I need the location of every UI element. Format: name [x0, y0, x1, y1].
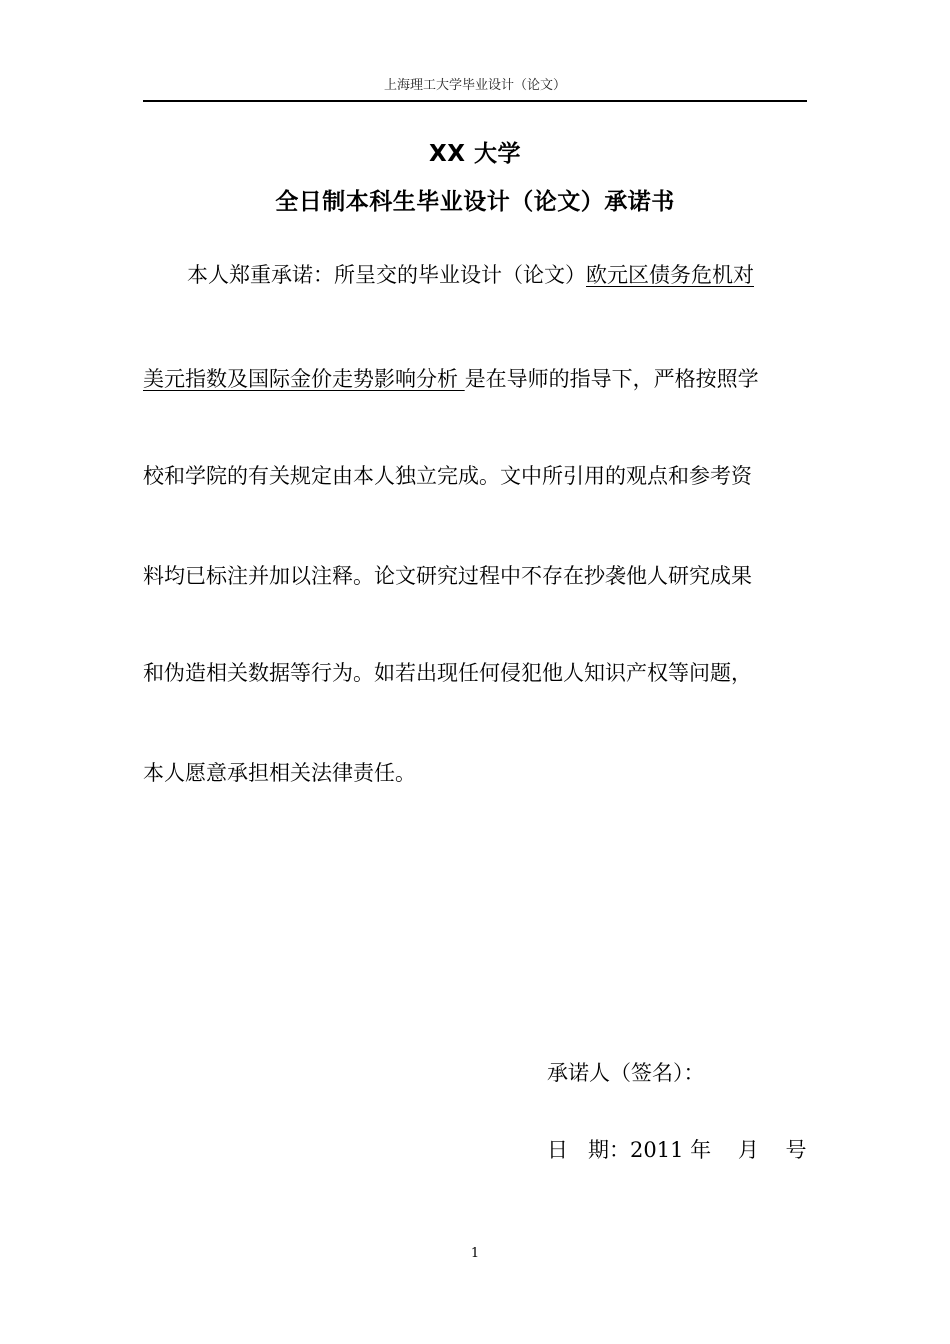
pledge-line-2	[143, 364, 807, 394]
pledge-line-1	[143, 260, 851, 290]
signature-label: 承诺人（签名）：	[547, 1061, 705, 1085]
university-name: XX 大学	[429, 141, 521, 167]
pledge-text: 本人郑重承诺：所呈交的毕业设计（论文）	[187, 263, 586, 287]
thesis-title-part-2: 美元指数及国际金价走势影响分析	[143, 367, 465, 391]
date-line: 日 期：2011 年 月 号	[547, 1138, 807, 1162]
thesis-title-part-1: 欧元区债务危机对	[586, 263, 754, 287]
pledge-text: 是在导师的指导下，严格按照学	[464, 367, 759, 391]
pledge-line-3: 校和学院的有关规定由本人独立完成。文中所引用的观点和参考资	[143, 464, 752, 488]
header-divider	[143, 100, 807, 102]
document-title: 全日制本科生毕业设计（论文）承诺书	[275, 189, 675, 215]
running-header: 上海理工大学毕业设计（论文）	[383, 78, 566, 93]
pledge-line-4: 料均已标注并加以注释。论文研究过程中不存在抄袭他人研究成果	[143, 564, 752, 588]
pledge-line-6: 本人愿意承担相关法律责任。	[143, 761, 416, 785]
pledge-line-5: 和伪造相关数据等行为。如若出现任何侵犯他人知识产权等问题，	[143, 661, 752, 685]
page-number: 1	[470, 1246, 480, 1261]
